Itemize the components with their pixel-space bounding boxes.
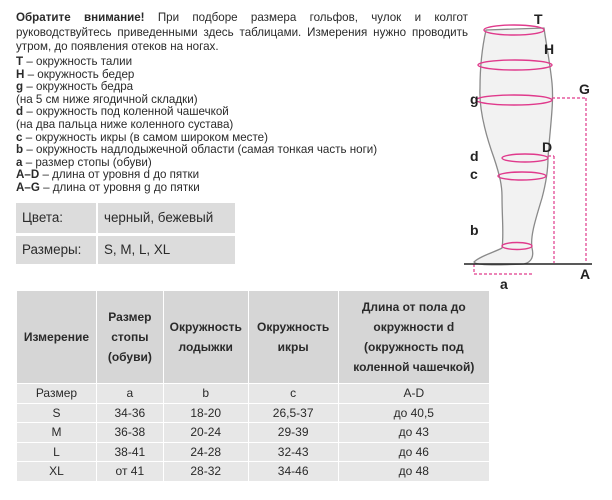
header-length <box>338 291 489 384</box>
table-cell: 26,5-37 <box>248 403 338 423</box>
table-cell: до 40,5 <box>338 403 489 423</box>
header-line: Окружность <box>169 320 242 334</box>
legend-text: – длина от уровня g до пятки <box>43 180 200 194</box>
label-D: D <box>542 139 553 155</box>
sizes-row <box>16 234 235 265</box>
table-cell: 29-39 <box>248 423 338 443</box>
header-line: коленной чашечкой) <box>353 360 475 374</box>
specs-box <box>16 203 235 267</box>
label-g: g <box>470 91 479 107</box>
legend-text: – длина от уровня d до пятки <box>42 168 200 182</box>
legend-text: – окружность талии <box>26 55 133 68</box>
table-cell: 28-32 <box>163 462 248 482</box>
header-line: лодыжки <box>178 340 233 354</box>
colors-value: черный, бежевый <box>97 203 235 234</box>
label-A: A <box>580 266 591 282</box>
table-row <box>17 423 490 443</box>
sizes-label: Размеры: <box>16 234 97 265</box>
table-cell: от 41 <box>96 462 163 482</box>
header-foot-size <box>96 291 163 384</box>
legend-item <box>16 182 466 195</box>
table-cell: до 46 <box>338 442 489 462</box>
header-measurement <box>17 291 97 384</box>
legend-key: A–G <box>16 180 40 194</box>
legend-text: – окружность бедра <box>26 80 134 94</box>
table-cell: 36-38 <box>96 423 163 443</box>
label-b: b <box>470 222 479 238</box>
leg-outline <box>474 28 553 265</box>
table-row <box>17 403 490 423</box>
table-cell: 38-41 <box>96 442 163 462</box>
table-row <box>17 442 490 462</box>
table-header-row <box>17 291 490 384</box>
legend-text: – окружность надлодыжечной области (самая тонкая часть ноги) <box>26 143 378 157</box>
header-line: Размер <box>108 310 152 324</box>
table-cell: 24-28 <box>163 442 248 462</box>
table-cell: b <box>163 384 248 404</box>
colors-row <box>16 203 235 234</box>
label-H: H <box>544 41 555 57</box>
leg-diagram <box>462 8 612 293</box>
legend-text: (на 5 см ниже ягодичной складки) <box>16 92 198 106</box>
legend-text: – окружность икры (в самом широком месте) <box>25 130 268 144</box>
legend-key: T <box>16 55 24 68</box>
intro-lead: Обратите внимание! <box>16 11 145 24</box>
table-cell: S <box>17 403 97 423</box>
header-line: Окружность <box>257 320 330 334</box>
header-line: стопы <box>111 330 149 344</box>
measurement-legend <box>16 56 466 195</box>
table-cell: Размер <box>17 384 97 404</box>
legend-text: (на два пальца ниже коленного сустава) <box>16 117 234 131</box>
legend-text: – размер стопы (обуви) <box>25 155 152 169</box>
header-line: Измерение <box>23 330 90 344</box>
legend-key: a <box>16 155 23 169</box>
table-row <box>17 384 490 404</box>
header-calf <box>248 291 338 384</box>
legend-key: c <box>16 130 23 144</box>
table-cell: 34-46 <box>248 462 338 482</box>
table-cell: 18-20 <box>163 403 248 423</box>
table-cell: a <box>96 384 163 404</box>
label-d: d <box>470 148 479 164</box>
header-line: окружности d <box>373 320 455 334</box>
table-cell: 20-24 <box>163 423 248 443</box>
header-line: (окружность под <box>364 340 464 354</box>
legend-key: g <box>16 80 24 94</box>
legend-text: – окружность под коленной чашечкой <box>26 105 229 119</box>
size-table <box>16 290 490 482</box>
label-a: a <box>500 276 508 292</box>
header-line: Длина от пола до <box>361 300 466 314</box>
label-c: c <box>470 166 478 182</box>
header-ankle <box>163 291 248 384</box>
label-T: T <box>534 11 543 27</box>
legend-key: b <box>16 143 24 157</box>
table-cell: M <box>17 423 97 443</box>
legend-text: – окружность бедер <box>27 67 135 81</box>
intro-paragraph <box>16 11 468 55</box>
intro-text: При подборе размера гольфов, чулок и колгот руководствуйтесь приведенными здесь таблицами. Измерения нужно проводить утром, до появления отеков на ногах. <box>16 11 468 54</box>
colors-label: Цвета: <box>16 203 97 234</box>
label-G: G <box>579 81 590 97</box>
table-cell: до 43 <box>338 423 489 443</box>
legend-key: A–D <box>16 168 40 182</box>
table-cell: L <box>17 442 97 462</box>
table-cell: A-D <box>338 384 489 404</box>
legend-key: d <box>16 105 24 119</box>
table-row <box>17 462 490 482</box>
header-line: (обуви) <box>107 350 152 364</box>
table-cell: c <box>248 384 338 404</box>
table-cell: XL <box>17 462 97 482</box>
table-cell: до 48 <box>338 462 489 482</box>
legend-key: H <box>16 67 25 81</box>
sizes-value: S, M, L, XL <box>97 234 235 265</box>
table-cell: 32-43 <box>248 442 338 462</box>
header-line: икры <box>277 340 309 354</box>
table-cell: 34-36 <box>96 403 163 423</box>
